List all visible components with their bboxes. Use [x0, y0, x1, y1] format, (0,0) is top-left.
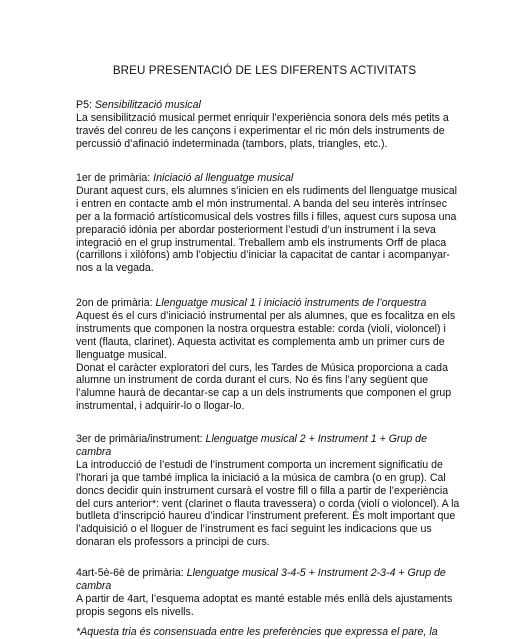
section-heading: [76, 297, 462, 310]
section-heading: [76, 433, 462, 459]
section-body: [76, 185, 462, 275]
section-3er-primaria: [76, 433, 462, 549]
section-body: [76, 459, 462, 549]
section-level: P5:: [76, 99, 92, 111]
document-title: BREU PRESENTACIÓ DE LES DIFERENTS ACTIVITATS: [112, 64, 417, 77]
section-subject: Llenguatge musical 1 i iniciació instruments de l’orquestra: [155, 297, 427, 309]
section-subject: Llenguatge musical 3-4-5 + Instrument 2-3-4 + Grup de cambra: [76, 567, 446, 592]
section-level: 2on de primària:: [76, 297, 153, 309]
section-level: 3er de primària/instrument:: [76, 433, 203, 445]
section-2on-primaria: [76, 297, 462, 413]
footnote: *Aquesta tria és consensuada entre les preferències que expressa el pare, la: [76, 626, 438, 638]
section-subject: Sensibilització musical: [94, 99, 201, 111]
section-subject: Llenguatge musical 2 + Instrument 1 + Grup de cambra: [76, 433, 427, 458]
paragraph: Aquest és el curs d’iniciació instrumental per als alumnes, que es focalitza en els instruments que componen la nostra orquestra estable: corda (violí, violoncel) i vent (flauta, clarinet). Aquesta activitat es complementa amb un primer curs de llenguatge musical.: [76, 309, 456, 361]
paragraph: A partir de 4art, l’esquema adoptat es manté estable més enllà dels ajustaments propis segons els nivells.: [76, 592, 453, 618]
paragraph: Donat el caràcter exploratori del curs, les Tardes de Música proporciona a cada alumne un instrument de corda durant el curs. No és fins l’any següent que l’alumne haurà de decantar-se cap a un dels instruments que componen el grup instrumental, i adquirir-lo o llogar-lo.: [76, 361, 452, 413]
section-body: [76, 112, 462, 151]
section-p5: [76, 99, 462, 151]
section-level: 4art-5è-6è de primària:: [76, 567, 184, 579]
section-heading: [76, 172, 462, 185]
section-body: [76, 310, 462, 413]
section-1er-primaria: [76, 172, 462, 275]
section-subject: Iniciació al llenguatge musical: [153, 172, 294, 184]
paragraph: La introducció de l’estudi de l’instrument comporta un increment significatiu de l’horari ja que també implica la iniciació a la música de cambra (o en grup). Cal doncs decidir quin instrument cursarà el vostre fill o filla a partir de l’experiència del curs anterior*: vent (clarinet o flauta travessera) o corda (violí o violoncel). A la butlleta d’inscripció haureu d’indicar l’instrument preferent. És molt important que l’adquisició o el lloguer de l’instrument es faci seguint les indicacions que us donaran els professors a principi de curs.: [76, 458, 460, 549]
section-heading: [76, 99, 462, 112]
section-body: [76, 593, 462, 619]
paragraph: Durant aquest curs, els alumnes s’inicien en els rudiments del llenguatge musical i entren en contacte amb el món instrumental. A banda del seu interès intrínsec per a la formació artísticomusical dels vostres fills i filles, aquest curs suposa una preparació idònia per abordar posteriorment l’estudi d’un instrument i la seva integració en el grup instrumental. Treballem amb els instruments Orff de placa (carrillons i xilòfons) amb l’objectiu d’iniciar la capacitat de cantar i acompanyar-nos a la vegada.: [76, 184, 457, 275]
section-heading: [76, 567, 462, 593]
paragraph: La sensibilització musical permet enriquir l’experiència sonora dels més petits a través del conreu de les cançons i experimentar el ric món dels instruments de percussió d’afinació indeterminada (tambors, plats, triangles, etc.).: [76, 111, 449, 150]
section-4art-primaria: [76, 567, 462, 619]
section-level: 1er de primària:: [76, 172, 151, 184]
